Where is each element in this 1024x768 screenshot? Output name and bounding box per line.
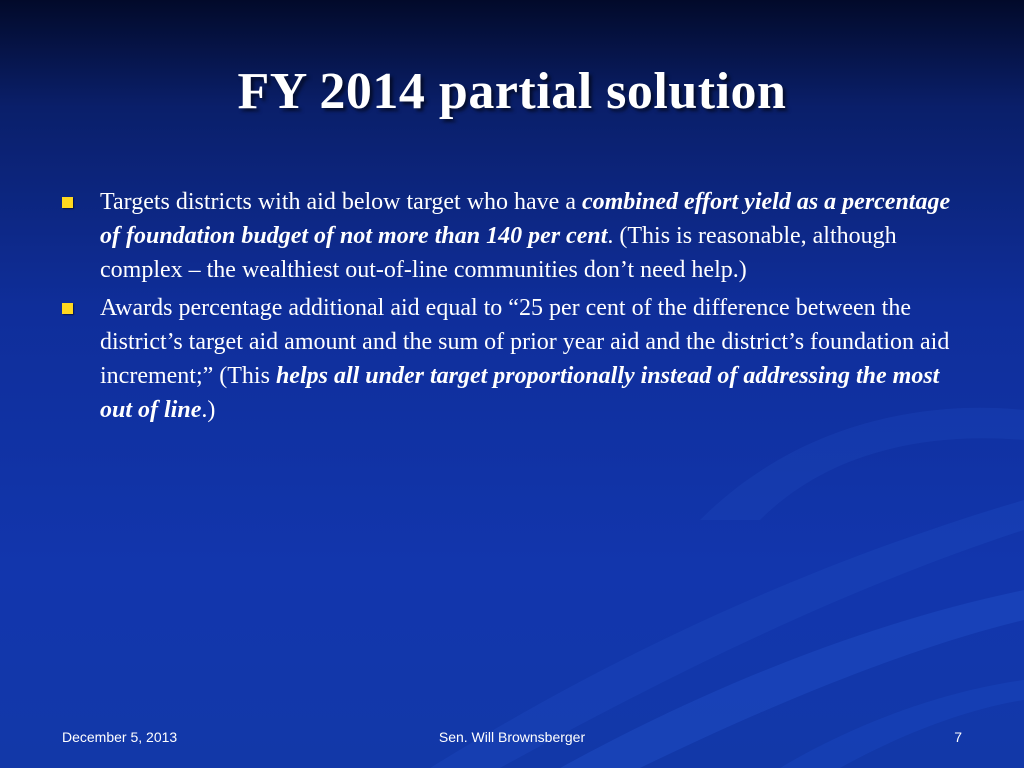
bullet-emphasis: helps all under target proportionally instead of addressing the most out of line	[100, 363, 940, 423]
footer-author: Sen. Will Brownsberger	[438, 729, 586, 745]
square-bullet-icon	[62, 197, 73, 208]
footer-date: December 5, 2013	[62, 729, 178, 745]
bullet-item	[60, 291, 970, 427]
bullet-item	[60, 185, 970, 287]
slide-title: FY 2014 partial solution	[237, 63, 787, 120]
bullet-text: .)	[201, 397, 216, 423]
bullet-emphasis: combined effort yield as a percentage of foundation budget of not more than 140 per cent	[100, 189, 951, 249]
bullet-list	[60, 185, 970, 431]
bullet-text: Awards percentage additional aid equal to “25 per cent of the difference between the district’s target aid amount and the sum of prior year aid and the district’s foundation aid increment;” (This	[100, 295, 950, 389]
bullet-text: Targets districts with aid below target who have a	[100, 189, 582, 215]
page-number: 7	[954, 729, 962, 745]
bullet-text: . (This is reasonable, although complex – the wealthiest out-of-line communities don’t need help.)	[100, 223, 897, 283]
square-bullet-icon	[62, 303, 73, 314]
